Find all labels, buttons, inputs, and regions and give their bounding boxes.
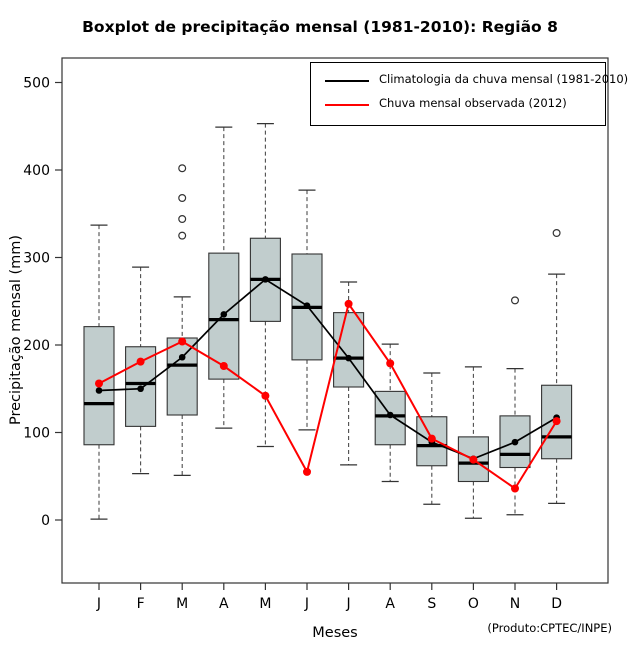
x-tick-label: J xyxy=(96,596,102,612)
boxplot-Mar-outlier xyxy=(179,165,186,172)
climatology-series-point xyxy=(221,311,228,318)
chart-title: Boxplot de precipitação mensal (1981-2010): Região 8 xyxy=(82,18,558,36)
boxplot-Mar-outlier xyxy=(179,195,186,202)
climatology-series-point xyxy=(137,385,144,392)
observed-series-point xyxy=(428,435,436,443)
observed-series-point xyxy=(386,359,394,367)
y-axis-title: Precipitação mensal (mm) xyxy=(8,234,24,426)
legend-item-observed xyxy=(311,93,605,117)
x-tick-label: D xyxy=(551,596,562,612)
observed-series-point xyxy=(220,362,228,370)
x-tick-label: A xyxy=(385,596,395,612)
y-tick-label: 500 xyxy=(23,75,50,92)
boxplot-Mar-outlier xyxy=(179,216,186,223)
climatology-series-point xyxy=(345,355,352,362)
x-tick-label: N xyxy=(509,596,521,612)
climatology-series-point xyxy=(179,354,186,361)
x-tick-label: A xyxy=(219,596,229,612)
climatology-series-point xyxy=(387,412,394,419)
x-tick-label: J xyxy=(304,596,310,612)
legend-label-climatology: Climatologia da chuva mensal (1981-2010) xyxy=(379,72,629,86)
x-tick-label: J xyxy=(346,596,351,612)
x-tick-label: M xyxy=(176,596,189,612)
observed-series-point xyxy=(261,392,269,400)
x-axis-title: Meses xyxy=(312,625,358,641)
observed-series-point xyxy=(137,358,145,366)
legend-box xyxy=(310,62,629,126)
y-tick-label: 0 xyxy=(41,513,50,529)
boxplot-Mar-outlier xyxy=(179,232,186,239)
y-tick-label: 200 xyxy=(23,338,50,354)
observed-series-point xyxy=(469,456,477,464)
observed-series-point xyxy=(553,417,561,425)
observed-series-point xyxy=(511,485,519,493)
observed-series-point xyxy=(303,468,311,476)
y-tick-label: 100 xyxy=(23,425,50,442)
climatology-series-point xyxy=(96,387,103,394)
observed-series-point xyxy=(95,380,103,388)
climatology-series-point xyxy=(512,439,519,446)
boxplot-Dez-outlier xyxy=(553,230,560,237)
boxplot-Nov-outlier xyxy=(512,297,519,304)
observed-line-swatch xyxy=(325,104,369,106)
climatology-line-swatch xyxy=(325,80,369,82)
observed-series-point xyxy=(178,338,186,346)
climatology-series-point xyxy=(262,276,269,283)
y-tick-label: 400 xyxy=(23,163,50,179)
x-tick-label: O xyxy=(467,596,479,612)
x-tick-label: S xyxy=(427,596,437,612)
boxplot-Mar-box xyxy=(167,338,197,415)
product-credit: (Produto:CPTEC/INPE) xyxy=(487,621,612,635)
y-tick-label: 300 xyxy=(23,250,50,267)
x-tick-label: M xyxy=(259,596,272,612)
x-tick-label: F xyxy=(136,596,145,612)
climatology-series-line xyxy=(99,279,557,458)
climatology-series-point xyxy=(304,302,311,309)
observed-series-point xyxy=(345,300,353,308)
legend-item-climatology xyxy=(311,69,629,93)
legend-label-observed: Chuva mensal observada (2012) xyxy=(379,96,567,110)
